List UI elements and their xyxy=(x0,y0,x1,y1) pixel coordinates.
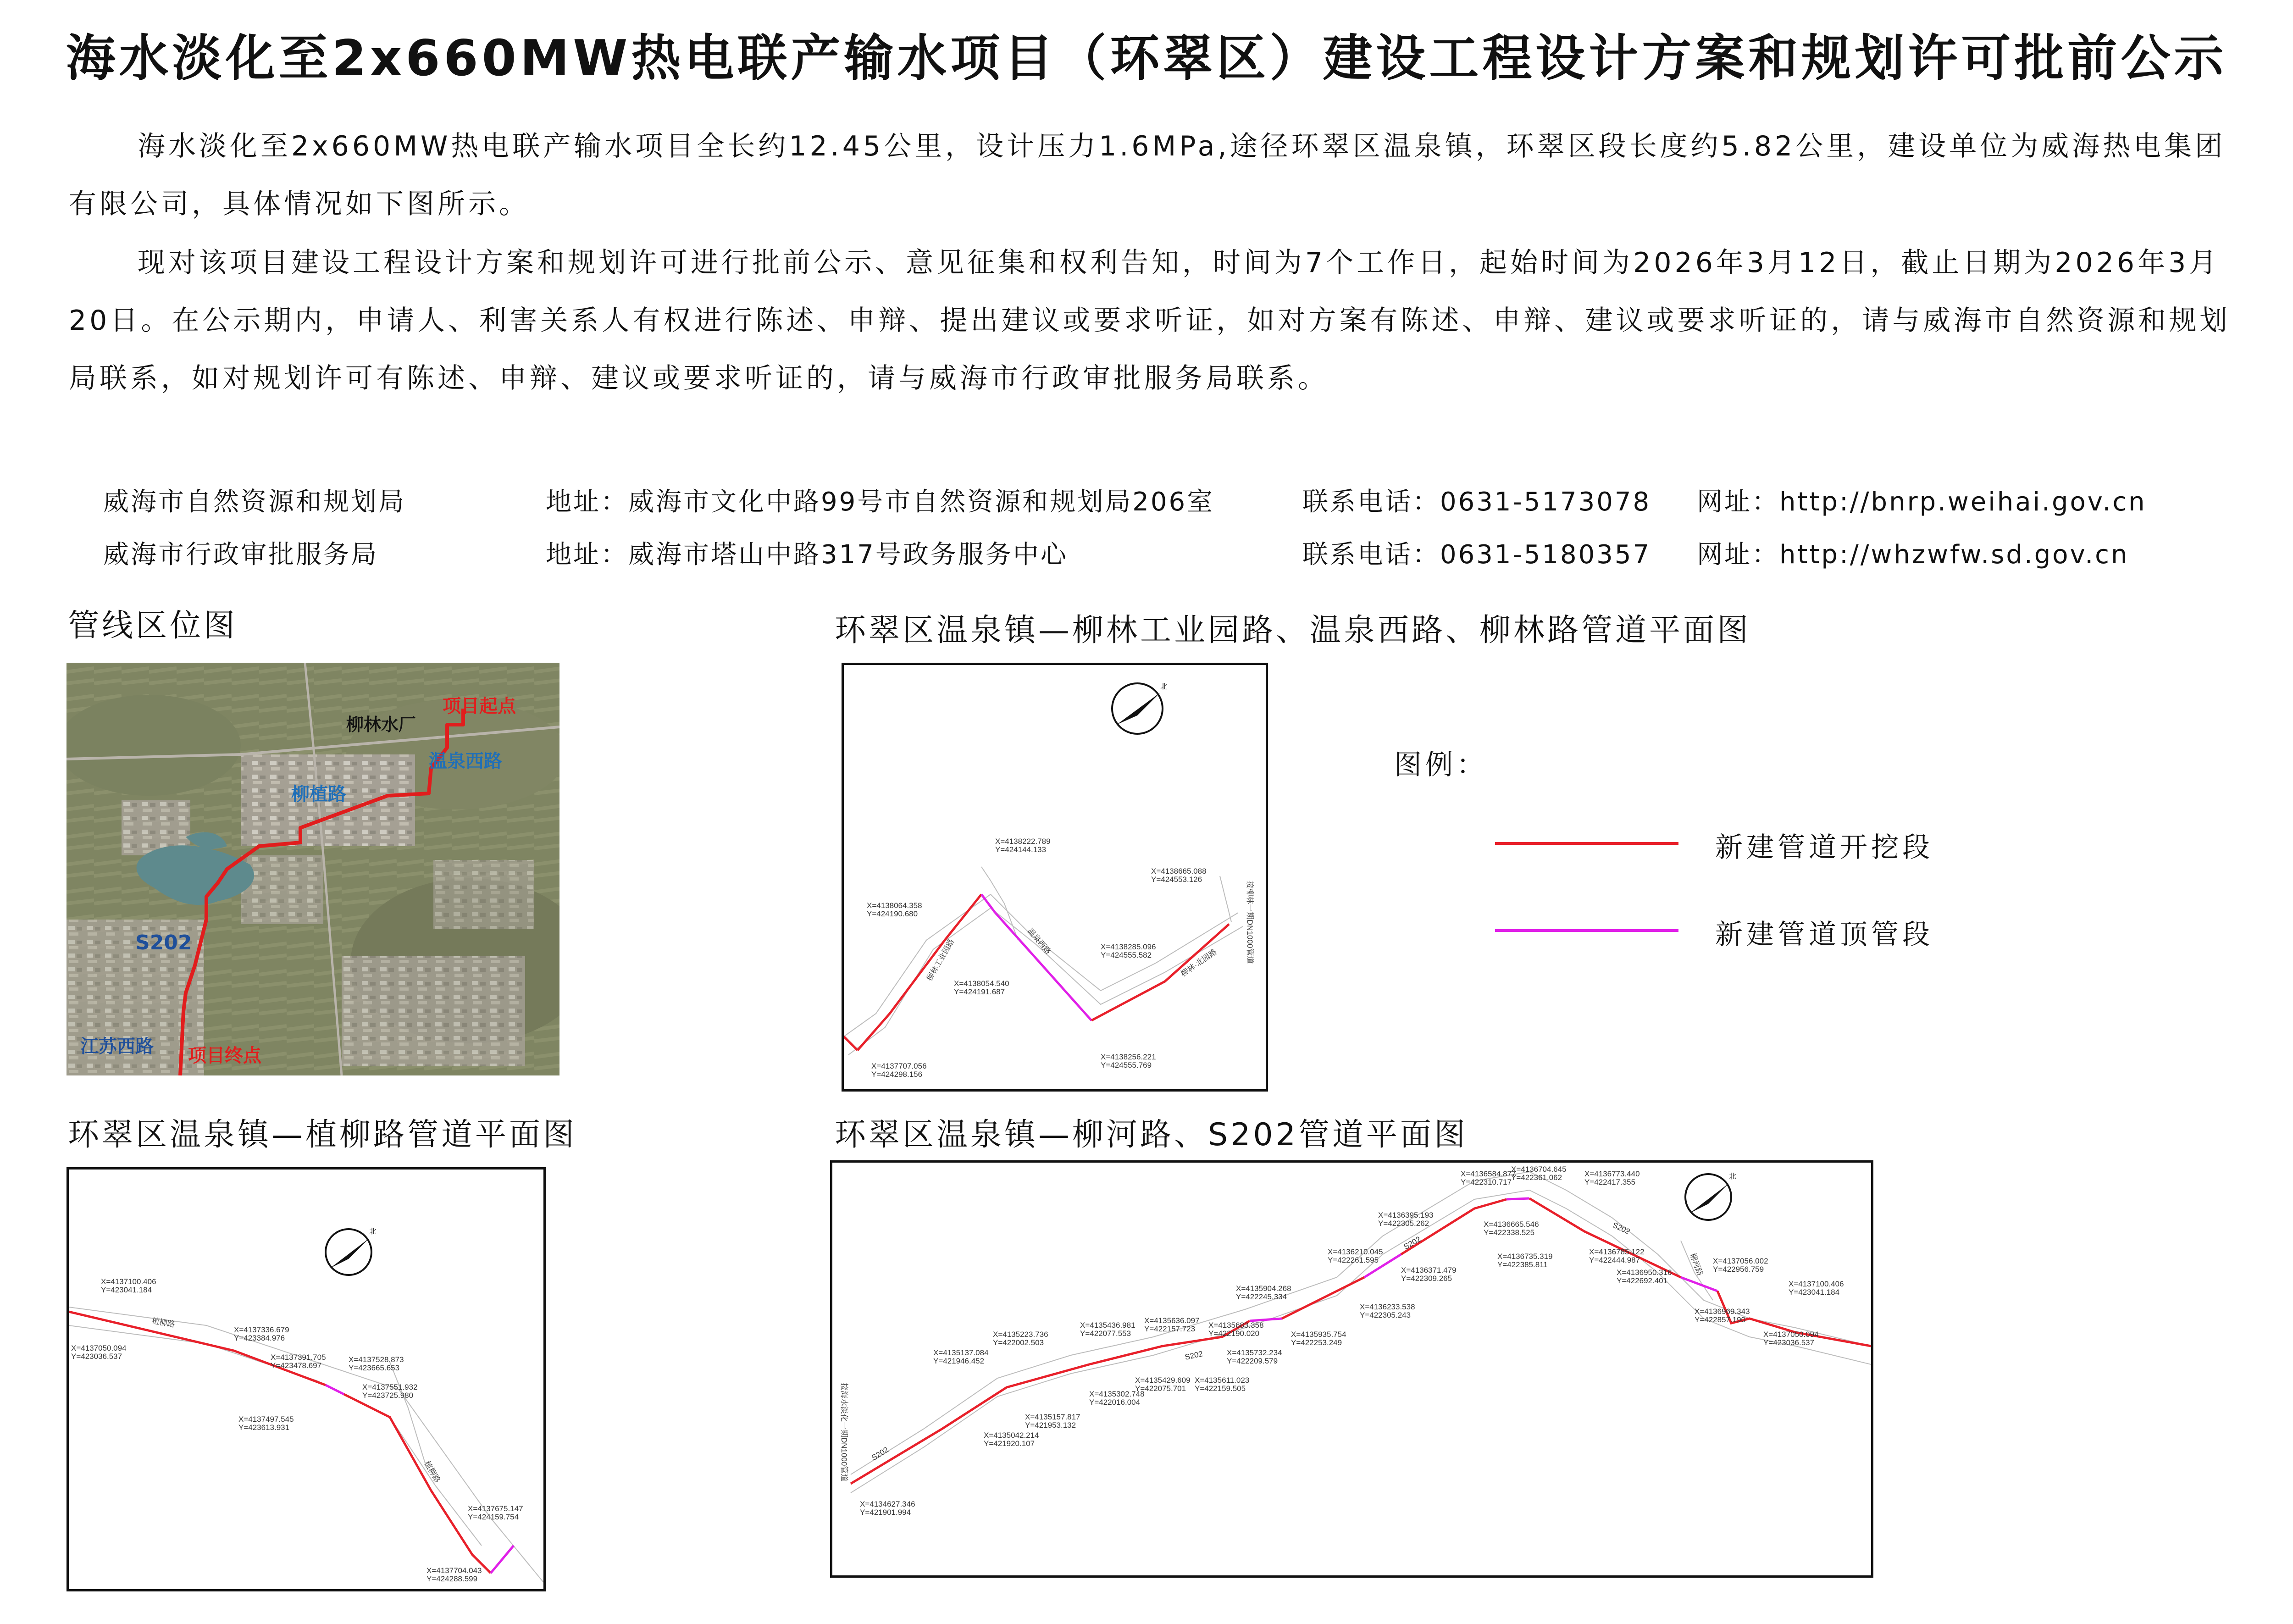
contact-phone-2: 联系电话：0631-5180357 xyxy=(1302,540,1651,570)
plan3-coord-y-2: Y=421920.107 xyxy=(984,1439,1035,1448)
plan2-coord-y-8: Y=424288.599 xyxy=(426,1574,478,1583)
plan2-coord-y-1: Y=423036.537 xyxy=(71,1352,122,1361)
plan3-coord-y-13: Y=422253.249 xyxy=(1291,1338,1342,1347)
plan3-coord-y-9: Y=422190.020 xyxy=(1208,1329,1260,1338)
plan3-coord-x-6: X=4135302.748 xyxy=(1089,1390,1145,1398)
map-label-zhiliu-lu: 柳植路 xyxy=(291,784,346,805)
plan3-coord-x-9: X=4135683.358 xyxy=(1208,1321,1264,1330)
contact-web-2[interactable]: 网址：http://whzwfw.sd.gov.cn xyxy=(1697,540,2129,570)
contact-phone-1: 联系电话：0631-5173078 xyxy=(1302,487,1651,517)
plan2-coord-y-3: Y=423478.697 xyxy=(271,1361,322,1370)
plan3-coord-x-19: X=4136665.546 xyxy=(1484,1220,1539,1229)
plan3-coord-y-1: Y=421946.452 xyxy=(933,1357,985,1365)
plan3-coord-y-25: Y=422956.759 xyxy=(1713,1265,1764,1274)
plan-liulin-frame xyxy=(842,663,1268,1092)
plan-liuhe-frame xyxy=(830,1160,1873,1578)
north-arrow-icon xyxy=(1685,1172,1736,1220)
plan3-coord-y-27: Y=423041.184 xyxy=(1789,1288,1840,1297)
plan3-coord-x-21: X=4136735.319 xyxy=(1497,1252,1553,1261)
plan3-coord-y-22: Y=422417.355 xyxy=(1584,1178,1636,1186)
plan1-coord-x-5: X=4138256.221 xyxy=(1101,1053,1156,1061)
plan3-coord-x-8: X=4135429.609 xyxy=(1135,1376,1191,1385)
map-label-start: 项目起点 xyxy=(443,696,516,717)
plan2-coord-y-4: Y=423665.653 xyxy=(349,1363,400,1372)
plan2-coord-x-5: X=4137551.932 xyxy=(362,1383,418,1391)
plan3-note-s202-3: S202 xyxy=(1402,1235,1423,1252)
plan3-coord-x-15: X=4136395.193 xyxy=(1378,1211,1434,1219)
section-title-location: 管线区位图 xyxy=(68,608,238,644)
notice-paragraph: 现对该项目建设工程设计方案和规划许可进行批前公示、意见征集和权利告知，时间为7个工作日，起始时间为2026年3月12日，截止日期为2026年3月20日。在公示期内，申请人、利害关系人有权进行陈述、申辩、提出建议或要求听证，如对方案有陈述、申辩、建议或要求听证的，请与威海市自然资源和规划局联系，如对规划许可有陈述、申辩、建议或要求听证的，请与威海市行政审批服务局联系。 xyxy=(69,247,2231,394)
plan3-coord-x-13: X=4135935.754 xyxy=(1291,1330,1346,1339)
plan3-coord-y-11: Y=422245.334 xyxy=(1236,1292,1287,1301)
plan3-coord-x-10: X=4135611.023 xyxy=(1195,1376,1250,1385)
plan3-coord-y-28: Y=423036.537 xyxy=(1763,1338,1815,1347)
plan2-coord-x-0: X=4137100.406 xyxy=(101,1277,156,1286)
plan2-coord-x-2: X=4137336.679 xyxy=(234,1325,289,1334)
section-title-plan-liuhe: 环翠区温泉镇—柳河路、S202管道平面图 xyxy=(835,1117,1468,1153)
north-arrow-icon xyxy=(1112,682,1168,734)
plan1-coord-x-0: X=4138222.789 xyxy=(995,837,1051,846)
north-arrow-icon xyxy=(326,1227,377,1275)
intro-paragraph: 海水淡化至2x660MW热电联产输水项目全长约12.45公里，设计压力1.6MPa,途径环翠区温泉镇，环翠区段长度约5.82公里，建设单位为威海热电集团有限公司，具体情况如下图所示。 xyxy=(69,130,2226,220)
plan1-note-connect: 接柳林一期DN1000管道 xyxy=(1246,881,1254,964)
plan2-coord-y-2: Y=423384.976 xyxy=(234,1334,285,1342)
plan1-note-road-3: 柳林·北园路 xyxy=(1179,947,1219,979)
plan3-coord-y-5: Y=422077.553 xyxy=(1080,1329,1131,1338)
plan1-coord-x-3: X=4137707.056 xyxy=(871,1062,927,1070)
plan3-coord-y-7: Y=422157.723 xyxy=(1144,1325,1196,1333)
plan3-coord-y-19: Y=422338.525 xyxy=(1484,1228,1535,1237)
plan1-coord-x-2: X=4138054.540 xyxy=(954,979,1009,988)
plan3-coord-y-24: Y=422692.401 xyxy=(1617,1276,1668,1285)
contact-address-2: 地址：威海市塔山中路317号政务服务中心 xyxy=(546,540,1068,570)
plan3-coord-x-11: X=4135904.268 xyxy=(1236,1284,1291,1293)
plan2-coord-y-5: Y=423725.980 xyxy=(362,1391,414,1400)
plan3-coord-y-12: Y=422209.579 xyxy=(1227,1357,1278,1365)
section-title-plan-zhiliu: 环翠区温泉镇—植柳路管道平面图 xyxy=(68,1117,577,1153)
plan3-coord-x-14: X=4136210.045 xyxy=(1328,1247,1383,1256)
plan3-coord-x-23: X=4136785.122 xyxy=(1589,1247,1645,1256)
plan3-coord-y-6: Y=422016.004 xyxy=(1089,1398,1141,1407)
section-title-plan-liulin: 环翠区温泉镇—柳林工业园路、温泉西路、柳林路管道平面图 xyxy=(835,612,1751,648)
plan1-coord-y-5: Y=424555.769 xyxy=(1101,1061,1152,1070)
plan1-note-road-2: 温泉西路 xyxy=(1025,926,1053,956)
plan3-coord-x-24: X=4136950.316 xyxy=(1617,1268,1672,1277)
plan1-note-road-1: 柳林工业园路 xyxy=(925,937,956,982)
svg-text:北: 北 xyxy=(1729,1172,1737,1181)
plan3-coord-x-7: X=4135636.097 xyxy=(1144,1316,1200,1325)
plan3-coord-x-2: X=4135042.214 xyxy=(984,1431,1039,1440)
plan3-coord-x-17: X=4136371.479 xyxy=(1401,1266,1457,1275)
plan3-coord-y-16: Y=422305.243 xyxy=(1360,1311,1411,1319)
legend-label-excavation: 新建管道开挖段 xyxy=(1715,831,1933,864)
plan3-note-connect: 接海水淡化一期DN1000管道 xyxy=(840,1383,848,1482)
plan1-coord-x-1: X=4138064.358 xyxy=(867,901,922,910)
map-label-wenquan-xilu: 温泉西路 xyxy=(429,751,502,772)
plan1-coord-y-4: Y=424555.582 xyxy=(1101,951,1152,959)
legend-swatch-jacking xyxy=(1495,929,1678,932)
plan1-coord-x-4: X=4138285.096 xyxy=(1101,942,1156,951)
plan3-coord-y-3: Y=422002.503 xyxy=(993,1338,1044,1347)
plan1-coord-x-6: X=4138665.088 xyxy=(1151,867,1207,876)
map-label-plant: 柳林水厂 xyxy=(346,715,416,735)
plan1-coord-y-2: Y=424191.687 xyxy=(954,987,1005,996)
plan3-coord-x-1: X=4135137.084 xyxy=(933,1348,989,1357)
plan3-coord-y-4: Y=421953.132 xyxy=(1025,1421,1076,1430)
plan-zhiliu-frame xyxy=(66,1167,546,1591)
map-label-end: 项目终点 xyxy=(188,1045,261,1066)
plan2-coord-x-4: X=4137528.873 xyxy=(349,1355,404,1364)
svg-text:北: 北 xyxy=(1160,682,1168,691)
plan3-coord-y-21: Y=422385.811 xyxy=(1497,1260,1548,1269)
location-map xyxy=(66,663,559,1075)
plan3-coord-y-8: Y=422075.701 xyxy=(1135,1384,1186,1393)
plan1-coord-y-0: Y=424144.133 xyxy=(995,845,1047,854)
legend-label-jacking: 新建管道顶管段 xyxy=(1715,919,1933,951)
plan3-coord-x-27: X=4137100.406 xyxy=(1789,1280,1844,1288)
plan3-coord-x-25: X=4137056.002 xyxy=(1713,1257,1768,1265)
plan3-coord-x-3: X=4135223.736 xyxy=(993,1330,1048,1339)
plan3-coord-x-12: X=4135732.234 xyxy=(1227,1348,1282,1357)
plan3-note-s202-1: S202 xyxy=(870,1445,890,1463)
plan3-coord-x-22: X=4136773.440 xyxy=(1584,1170,1640,1178)
plan3-coord-y-14: Y=422261.595 xyxy=(1328,1256,1379,1264)
plan1-coord-y-1: Y=424190.680 xyxy=(867,909,918,918)
plan2-coord-x-3: X=4137391.705 xyxy=(271,1353,326,1362)
plan3-coord-y-0: Y=421901.994 xyxy=(860,1508,911,1517)
map-label-s202: S202 xyxy=(135,931,192,954)
plan2-coord-x-1: X=4137050.094 xyxy=(71,1344,127,1352)
plan3-coord-x-18: X=4136584.877 xyxy=(1461,1170,1516,1178)
contact-org-2: 威海市行政审批服务局 xyxy=(103,540,378,570)
plan3-note-liuhe: 柳河路 xyxy=(1688,1252,1705,1277)
plan3-coord-y-10: Y=422159.505 xyxy=(1195,1384,1246,1393)
plan3-coord-x-4: X=4135157.817 xyxy=(1025,1413,1080,1421)
plan2-coord-y-6: Y=423613.931 xyxy=(238,1423,290,1432)
plan2-coord-x-6: X=4137497.545 xyxy=(238,1415,294,1424)
plan3-note-s202-2: S202 xyxy=(1184,1349,1204,1362)
plan3-coord-y-23: Y=422444.987 xyxy=(1589,1256,1640,1264)
plan3-coord-x-16: X=4136233.538 xyxy=(1360,1303,1415,1311)
plan3-coord-x-20: X=4136704.645 xyxy=(1511,1165,1567,1174)
plan3-coord-y-20: Y=422361.062 xyxy=(1511,1173,1562,1182)
plan3-coord-y-17: Y=422309.265 xyxy=(1401,1274,1452,1283)
plan2-note-road-1: 植柳路 xyxy=(151,1316,176,1329)
plan3-coord-x-5: X=4135436.981 xyxy=(1080,1321,1135,1330)
contact-web-1[interactable]: 网址：http://bnrp.weihai.gov.cn xyxy=(1697,487,2147,517)
plan2-note-road-2: 植柳路 xyxy=(422,1459,442,1485)
plan1-coord-y-6: Y=424553.126 xyxy=(1151,875,1202,884)
plan2-coord-x-8: X=4137704.043 xyxy=(426,1566,482,1575)
contact-org-1: 威海市自然资源和规划局 xyxy=(103,487,406,517)
contact-address-1: 地址：威海市文化中路99号市自然资源和规划局206室 xyxy=(546,487,1215,517)
plan3-coord-x-26: X=4136969.343 xyxy=(1695,1307,1750,1316)
svg-text:北: 北 xyxy=(369,1227,377,1236)
plan3-coord-y-18: Y=422310.717 xyxy=(1461,1178,1512,1186)
legend-title: 图例： xyxy=(1394,749,1488,781)
page-title: 海水淡化至2x660MW热电联产输水项目（环翠区）建设工程设计方案和规划许可批前公示 xyxy=(66,30,2227,87)
plan3-coord-y-26: Y=422857.190 xyxy=(1695,1315,1746,1324)
plan3-coord-x-28: X=4137050.094 xyxy=(1763,1330,1819,1339)
plan2-coord-y-0: Y=423041.184 xyxy=(101,1286,152,1294)
plan3-coord-y-15: Y=422305.262 xyxy=(1378,1219,1429,1228)
plan1-coord-y-3: Y=424298.156 xyxy=(871,1070,923,1079)
map-label-jiangsu-xilu: 江苏西路 xyxy=(80,1036,154,1057)
plan3-note-s202-4: S202 xyxy=(1611,1220,1632,1236)
plan2-coord-x-7: X=4137675.147 xyxy=(468,1504,523,1513)
legend-swatch-excavation xyxy=(1495,842,1678,845)
plan2-coord-y-7: Y=424159.754 xyxy=(468,1513,519,1521)
plan3-coord-x-0: X=4134627.346 xyxy=(860,1500,915,1508)
